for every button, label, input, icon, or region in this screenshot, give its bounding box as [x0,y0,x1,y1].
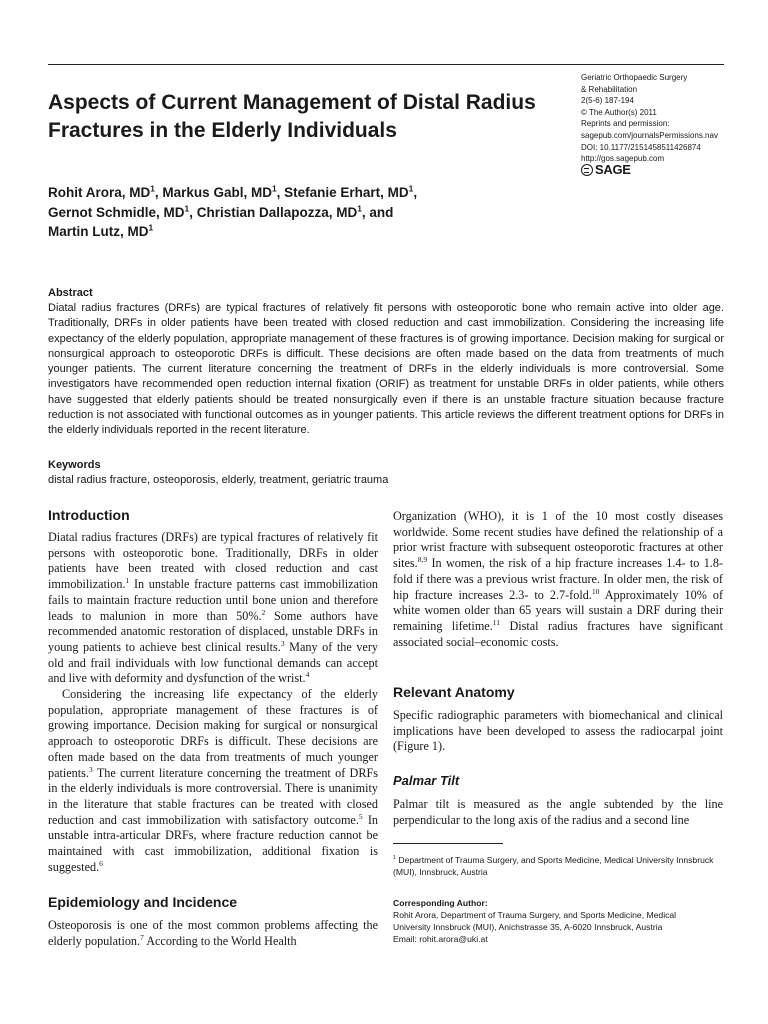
corresponding-author-details [393,910,733,945]
author-affiliation-marker: 1 [271,183,277,194]
corresponding-email: Email: rohit.arora@uki.at [393,933,488,944]
header-rule [48,64,724,65]
citation-marker: 2 [261,607,266,617]
journal-info-line: 2(5-6) 187-194 [581,96,634,106]
abstract-heading: Abstract [48,287,93,299]
author-name: Rohit Arora, MD [48,185,151,200]
sage-logo-icon [581,164,593,176]
keywords-text: distal radius fracture, osteoporosis, elderly, treatment, geriatric trauma [48,474,389,486]
journal-info-line: © The Author(s) 2011 [581,107,657,117]
author-affiliation-marker: 1 [357,203,362,213]
corresponding-line: Rohit Arora, Department of Trauma Surgery, and Sports Medicine, Medical [393,910,677,920]
citation-marker: 1 [125,576,130,586]
sage-logo [581,162,631,177]
paragraph: Considering the increasing life expectancy of the elderly population, appropriate management of these fractures is of growing importance. Decision making for surgical or nonsurgical approach to osteoporotic DRFs is difficult. These decisions are often made based on the data from treatments of much younger patients.$^3$ The current literature concerning the treatment of DRFs in the elderly individuals is more controversial. There is unanimity in the literature that stable fractures can be treated with closed reduction and cast immobilization with satisfactory outcome.$^5$ In unstable intra-articular DRFs, where fracture reduction cannot be maintained with cast immobilization, additional fixation is suggested.$^6$ [48,687,378,874]
footnote-rule [393,843,503,844]
journal-info [581,72,741,165]
section-heading-introduction: Introduction [48,507,130,523]
author-affiliation-marker: 1 [184,203,190,213]
citation-marker: 4 [305,670,310,680]
paragraph: Osteoporosis is one of the most common problems affecting the elderly population.$^7$ According to the World Health [48,918,378,948]
citation-marker: 3 [88,764,93,774]
affiliation-footnote [393,854,733,878]
author-affiliation-marker: 1 [148,222,154,233]
journal-info-line: Reprints and permission: [581,119,670,129]
corresponding-line: University Innsbruck (MUI), Anichstrasse 35, A-6020 Innsbruck, Austria [393,921,663,932]
keywords-heading: Keywords [48,459,101,471]
author-name: Martin Lutz, MD [48,224,149,239]
author-list: Rohit Arora, $MD^1$, Markus Gabl, $MD^1$, Stefanie Erhart, $MD^1$, Gernot Schmidle, $MD^1$, Christian Dallapozza, $MD^1$, and Martin Lutz, $MD^1$ [48,183,418,239]
citation-marker: 5 [358,811,363,821]
journal-info-line: Geriatric Orthopaedic Surgery [581,73,688,82]
affiliation-text: Department of Trauma Surgery, and Sports Medicine, Medical University Innsbruck (MUI), Innsbruck, Austria [393,855,714,877]
citation-marker: 3 [280,638,285,648]
corresponding-author-heading: Corresponding Author: [393,898,488,908]
author-name: Markus Gabl, MD [162,185,272,200]
section-heading-relevant-anatomy: Relevant Anatomy [393,684,515,700]
author-affiliation-marker: 1 [150,183,155,194]
author-conjunction: and [369,204,394,220]
abstract-text: Diatal radius fractures (DRFs) are typical fractures of relatively fit persons with osteoporotic bone who remain active into older age. Traditionally, DRFs in older patients have been treated with closed reduction and cast immobilization. Considering the increasing life expectancy of the elderly population, appropriate management of these fractures is of growing importance. Decision making for surgical or nonsurgical approach to osteoporotic DRFs is difficult. These decisions are often made based on the data from treatments of much younger patients. The current literature concerning the treatment of DRFs in the elderly individuals is more controversial. Some investigators have recommended open reduction internal fixation (ORIF) as treatment for unstable DRFs in older patients, while others have suggested that elderly patients should be treated nonsurgically even if there is an unstable fracture situation because fracture reduction is not associated with functional outcomes as in younger patients. This article reviews the different treatment options for DRFs in the elderly individuals reported in the recent literature. [48,302,724,437]
author-affiliation-marker: 1 [408,183,414,194]
citation-marker: 7 [140,932,144,942]
paragraph: Organization (WHO), it is 1 of the 10 most costly diseases worldwide. Some recent studies have defined the relationship of a prior wrist fracture with subsequent osteoporotic fractures at other sites.$^{8,9}$ In women, the risk of a hip fracture increases 1.4- to 1.8-fold if there was a previous wrist fracture. In older men, the risk of hip fracture increases 2.3- to 2.7-fold.$^{10}$ Approximately 10% of white women older than 65 years will sustain a DRF during their remaining lifetime.$^{11}$ Distal radius fractures have significant associated social–economic costs. [393,509,724,649]
citation-marker: 10 [591,586,600,596]
section-heading-epidemiology: Epidemiology and Incidence [48,894,238,910]
citation-marker: 6 [99,858,103,868]
sage-logo-text: SAGE [595,162,631,177]
paragraph: Diatal radius fractures (DRFs) are typical fractures of relatively fit persons with osteoporotic bone. Traditionally, DRFs in older patients have been treated with closed reduction and cast immobilization.$^1$ In unstable fracture patterns cast immobilization fails to maintain fracture reduction until bone union and therefore leads to malunion in more than 50%.$^2$ Some authors have recommended anatomic restoration of displaced, unstable DRFs in young patients to achieve best clinical results.$^3$ Many of the very old and frail individuals with low functional demands can accept and live with deformity and dysfunction of the wrist.$^4$ [48,530,378,686]
journal-info-line: http://gos.sagepub.com [581,154,665,164]
footnote-marker: 1 [393,855,396,862]
journal-info-line: & Rehabilitation [581,84,638,94]
journal-info-line: DOI: 10.1177/2151458511426874 [581,142,701,152]
paragraph: Palmar tilt is measured as the angle subtended by the line perpendicular to the long axis of the radius and a second line [393,797,723,827]
author-name: Stefanie Erhart, MD [284,185,409,200]
author-name: Christian Dallapozza, MD [196,204,358,220]
introduction-body [48,530,378,875]
article-title: Aspects of Current Management of Distal Radius Fractures in the Elderly Individuals [48,91,536,142]
paragraph: Specific radiographic parameters with biomechanical and clinical implications have been developed to assess the radiocarpal joint (Figure 1). [393,708,723,754]
citation-marker: 11 [492,617,501,627]
journal-info-line: sagepub.com/journalsPermissions.nav [581,130,718,140]
subsection-heading-palmar-tilt: Palmar Tilt [393,773,460,788]
citation-marker: 8,9 [417,555,428,565]
author-name: Gernot Schmidle, MD [48,204,185,220]
